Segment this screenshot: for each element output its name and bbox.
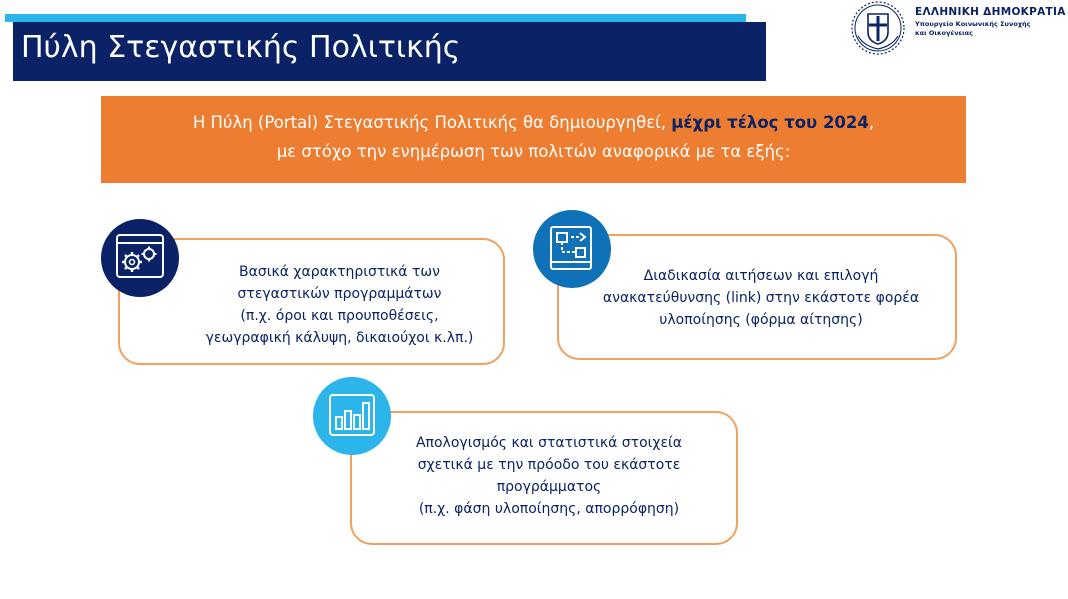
card-text-line: Βασικά χαρακτηριστικά των — [239, 264, 440, 280]
page-title-bar — [13, 22, 766, 81]
intro-banner — [101, 96, 966, 183]
card-text-line: υλοποίησης (φόρμα αίτησης) — [659, 312, 863, 328]
banner-text-end: , — [868, 113, 875, 132]
card-text-line: ανακατεύθυνσης (link) στην εκάστοτε φορέα — [602, 290, 920, 306]
card-text-line: (π.χ. φάση υλοποίησης, απορρόφηση) — [418, 501, 680, 517]
card-text-line: γεωγραφική κάλυψη, δικαιούχοι κ.λπ.) — [205, 330, 474, 346]
logo-country-name: ΕΛΛΗΝΙΚΗ ΔΗΜΟΚΡΑΤΙΑ — [915, 6, 1066, 18]
gears-icon — [101, 219, 179, 297]
workflow-icon — [533, 210, 611, 288]
card-text-line: προγράμματος — [496, 479, 602, 495]
title-accent-bar — [5, 14, 746, 22]
page-title: Πύλη Στεγαστικής Πολιτικής — [21, 30, 461, 65]
statistics-card — [350, 411, 738, 545]
coat-of-arms-icon — [850, 0, 906, 56]
card-text-line: Διαδικασία αιτήσεων και επιλογή — [643, 268, 879, 284]
logo-ministry-line1: Υπουργείο Κοινωνικής Συνοχής — [915, 20, 1031, 28]
ministry-logo — [848, 0, 1066, 58]
banner-text — [193, 113, 874, 132]
banner-deadline-highlight: μέχρι τέλος του 2024 — [671, 113, 869, 132]
logo-ministry-line2: και Οικογένειας — [915, 29, 973, 37]
logo-ministry-name — [915, 20, 1031, 38]
application-process-card — [557, 234, 957, 360]
card-text-line: στεγαστικών προγραμμάτων — [237, 286, 442, 302]
card-text-line: (π.χ. όροι και προυποθέσεις, — [240, 308, 439, 324]
banner-text-start: Η Πύλη (Portal) Στεγαστικής Πολιτικής θα δημιουργηθεί, — [192, 113, 672, 132]
card-text-line: σχετικά με την πρόοδο του εκάστοτε — [417, 457, 681, 473]
card-text-line: Απολογισμός και στατιστικά στοιχεία — [415, 435, 682, 451]
bar-chart-icon — [313, 377, 391, 455]
banner-text-line2: με στόχο την ενημέρωση των πολιτών αναφορικά με τα εξής: — [276, 142, 791, 161]
